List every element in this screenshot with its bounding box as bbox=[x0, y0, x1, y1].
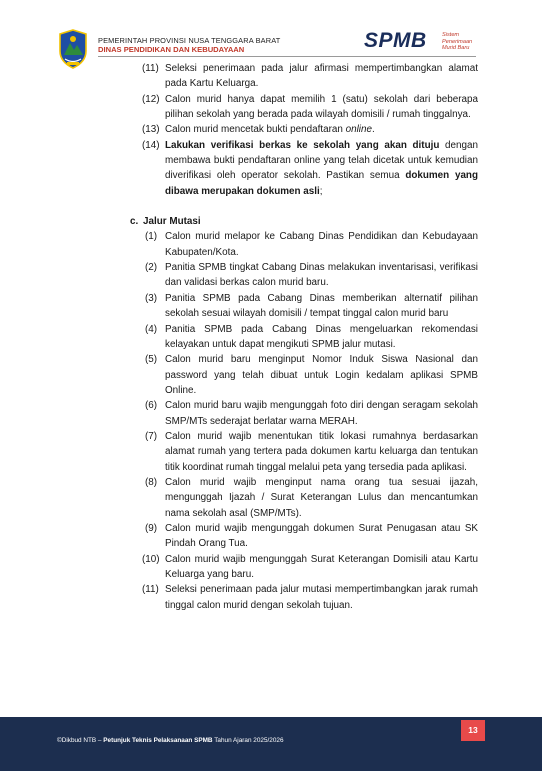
item-number: (14) bbox=[142, 139, 160, 151]
item-text: Calon murid baru menginput Nomor Induk Siswa Nasional dan password yang telah dibuat untuk Login kedalam aplikasi SPMB Online. bbox=[165, 354, 478, 396]
footer-credit-prefix: ©Dikbud NTB – bbox=[57, 737, 104, 744]
section-letter: c. bbox=[130, 216, 139, 228]
spmb-logo-text: SPMB bbox=[364, 29, 427, 52]
page-number: 13 bbox=[461, 720, 485, 741]
list-item bbox=[0, 322, 542, 353]
item-text: Calon murid mencetak bukti pendaftaran bbox=[165, 124, 346, 136]
item-text: Seleksi penerimaan pada jalur afirmasi mempertimbangkan alamat pada Kartu Keluarga. bbox=[165, 63, 478, 90]
list-item bbox=[0, 61, 542, 92]
department-name: DINAS PENDIDIKAN DAN KEBUDAYAAN bbox=[98, 45, 245, 54]
item-number: (2) bbox=[145, 262, 158, 274]
footer-credit-title: Petunjuk Teknis Pelaksanaan SPMB bbox=[103, 737, 213, 744]
list-item bbox=[0, 122, 542, 137]
item-text: dengan membawa bukti pendaftaran online yang telah dicetak untuk kemudian diverifikasi oleh operator sekolah. Pastikan semua bbox=[165, 139, 478, 182]
item-number: (1) bbox=[145, 231, 158, 243]
item-text: Calon murid hanya dapat memilih 1 (satu) sekolah dari beberapa pilihan sekolah yang berada pada wilayah domisili / rumah tinggalnya. bbox=[165, 93, 478, 121]
item-text: Panitia SPMB pada Cabang Dinas mengeluarkan rekomendasi kelayakan untuk dapat mengikuti SPMB jalur mutasi. bbox=[165, 323, 478, 350]
document-body bbox=[0, 61, 542, 613]
list-item bbox=[0, 229, 542, 260]
list-item bbox=[0, 475, 542, 521]
item-number: (6) bbox=[145, 400, 158, 412]
item-text-bold: Lakukan verifikasi berkas ke sekolah yang akan dituju bbox=[165, 139, 440, 151]
item-text: Calon murid wajib mengunggah Surat Keterangan Domisili atau Kartu Keluarga yang baru. bbox=[165, 553, 478, 580]
list-item bbox=[0, 291, 542, 322]
item-text: Calon murid wajib menginput nama orang tua sesuai ijazah, mengunggah Ijazah / Surat Keterangan Lulus dan mencantumkan nama sekolah asal (SMP/MTs). bbox=[165, 476, 478, 519]
list-item bbox=[0, 582, 542, 613]
province-name: PEMERINTAH PROVINSI NUSA TENGGARA BARAT bbox=[98, 36, 281, 45]
item-number: (7) bbox=[145, 430, 158, 442]
item-number: (11) bbox=[142, 584, 159, 596]
header-divider bbox=[98, 56, 476, 57]
logo-sub-line-3: Murid Baru bbox=[442, 45, 470, 51]
item-number: (8) bbox=[145, 476, 158, 488]
item-number: (13) bbox=[142, 124, 160, 136]
footer-credit bbox=[57, 737, 284, 745]
item-text-end: . bbox=[371, 124, 375, 136]
item-text-bold: dokumen yang dibawa merupakan dokumen asli bbox=[165, 170, 478, 197]
item-number: (12) bbox=[142, 93, 160, 105]
spmb-logo-subtitle bbox=[442, 32, 472, 52]
list-item bbox=[0, 398, 542, 429]
list-item bbox=[0, 92, 542, 123]
item-number: (4) bbox=[145, 323, 158, 335]
item-text: Calon murid melapor ke Cabang Dinas Pendidikan dan Kebudayaan Kabupaten/Kota. bbox=[165, 231, 478, 258]
list-item bbox=[0, 138, 542, 199]
item-number: (10) bbox=[142, 553, 160, 565]
item-text: Panitia SPMB tingkat Cabang Dinas melakukan inventarisasi, verifikasi dan validasi berkas calon murid baru. bbox=[165, 262, 478, 289]
footer-credit-suffix: Tahun Ajaran 2025/2026 bbox=[212, 737, 284, 744]
list-item bbox=[0, 352, 542, 398]
section-title: Jalur Mutasi bbox=[143, 216, 201, 228]
page-header bbox=[0, 0, 542, 68]
section-heading bbox=[0, 214, 542, 229]
item-number: (5) bbox=[145, 354, 158, 366]
item-number: (3) bbox=[145, 292, 158, 304]
list-item bbox=[0, 552, 542, 583]
item-number: (9) bbox=[145, 522, 158, 534]
list-item bbox=[0, 260, 542, 291]
logo-sub-line-2: Penerimaan bbox=[442, 38, 473, 45]
logo-sub-line-1: Sistem bbox=[442, 32, 460, 38]
item-text-end: ; bbox=[319, 185, 323, 197]
item-text: Calon murid wajib menentukan titik lokasi rumahnya berdasarkan alamat rumah yang tertera pada dokumen kartu keluarga dan tentukan titik koordinat rumah tinggal melalui peta yang tersedia pada aplikasi. bbox=[165, 430, 478, 473]
spmb-logo bbox=[364, 29, 484, 55]
agency-block bbox=[98, 36, 280, 55]
item-text: Panitia SPMB pada Cabang Dinas memberikan alternatif pilihan sekolah sesuai wilayah domisili / tempat tinggal calon murid baru bbox=[165, 292, 478, 320]
list-item bbox=[0, 521, 542, 552]
list-item bbox=[0, 429, 542, 475]
item-number: (11) bbox=[142, 63, 159, 74]
item-text: Calon murid baru wajib mengunggah foto diri dengan seragam sekolah SMP/MTs sederajat berlatar warna MERAH. bbox=[165, 400, 478, 427]
item-text: Seleksi penerimaan pada jalur mutasi mempertimbangkan jarak rumah tinggal calon murid dengan sekolah tujuan. bbox=[165, 584, 478, 611]
item-text-italic: online bbox=[345, 124, 372, 136]
item-text: Calon murid wajib mengunggah dokumen Surat Penugasan atau SK Pindah Orang Tua. bbox=[165, 522, 478, 550]
